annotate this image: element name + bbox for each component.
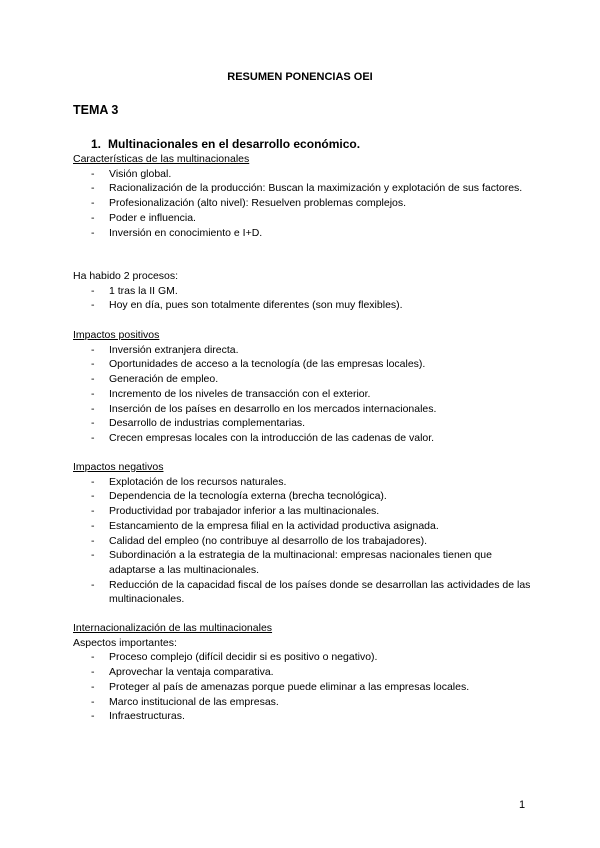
caracteristicas-list [73,167,533,241]
internacionalizacion-block [73,621,533,724]
positivos-block [73,328,533,446]
section-heading [91,137,360,152]
list-item: - Inserción de los países en desarrollo en los mercados internacionales. [73,402,533,417]
list-item: - Poder e influencia. [73,211,533,226]
list-item: - Calidad del empleo (no contribuye al desarrollo de los trabajadores). [73,534,533,549]
procesos-list [73,284,533,313]
list-item: - Desarrollo de industrias complementarias. [73,416,533,431]
positivos-list [73,343,533,446]
list-item: - Productividad por trabajador inferior a las multinacionales. [73,504,533,519]
list-item: - Proteger al país de amenazas porque puede eliminar a las empresas locales. [73,680,533,695]
negativos-block [73,460,533,607]
negativos-list [73,475,533,607]
caracteristicas-block [73,152,533,240]
list-item: - Subordinación a la estrategia de la multinacional: empresas nacionales tienen que adaptarse a las multinacionales. [73,548,533,577]
list-item: - Explotación de los recursos naturales. [73,475,533,490]
procesos-block [73,269,533,313]
internacionalizacion-heading: Internacionalización de las multinacionales [73,622,273,634]
list-item: - Inversión en conocimiento e I+D. [73,226,533,241]
list-item: - Dependencia de la tecnología externa (brecha tecnológica). [73,489,533,504]
list-item: - Reducción de la capacidad fiscal de los países donde se desarrollan las actividades de las multinacionales. [73,578,533,607]
list-item: - Marco institucional de las empresas. [73,695,533,710]
internacionalizacion-list [73,650,533,724]
list-item: - Generación de empleo. [73,372,533,387]
negativos-heading: Impactos negativos [73,461,164,473]
document-title: RESUMEN PONENCIAS OEI [227,71,373,83]
list-item: - Proceso complejo (difícil decidir si es positivo o negativo). [73,650,533,665]
list-item: - Profesionalización (alto nivel): Resuelven problemas complejos. [73,196,533,211]
procesos-intro: Ha habido 2 procesos: [73,270,179,282]
list-item: - Hoy en día, pues son totalmente diferentes (son muy flexibles). [73,298,533,313]
list-item: - 1 tras la II GM. [73,284,533,299]
list-item: - Oportunidades de acceso a la tecnología (de las empresas locales). [73,357,533,372]
caracteristicas-heading: Características de las multinacionales [73,153,250,165]
list-item: - Inversión extranjera directa. [73,343,533,358]
list-item: - Incremento de los niveles de transacción con el exterior. [73,387,533,402]
tema-heading: TEMA 3 [73,103,119,117]
positivos-heading: Impactos positivos [73,329,160,341]
list-item: - Infraestructuras. [73,709,533,724]
list-item: - Racionalización de la producción: Buscan la maximización y explotación de sus factores. [73,181,533,196]
section-number: 1. [91,137,102,151]
list-item: - Aprovechar la ventaja comparativa. [73,665,533,680]
list-item: - Visión global. [73,167,533,182]
list-item: - Crecen empresas locales con la introducción de las cadenas de valor. [73,431,533,446]
section-title: Multinacionales en el desarrollo económico. [108,137,361,151]
page-number: 1 [519,799,526,811]
list-item: - Estancamiento de la empresa filial en la actividad productiva asignada. [73,519,533,534]
internacionalizacion-intro: Aspectos importantes: [73,636,177,649]
